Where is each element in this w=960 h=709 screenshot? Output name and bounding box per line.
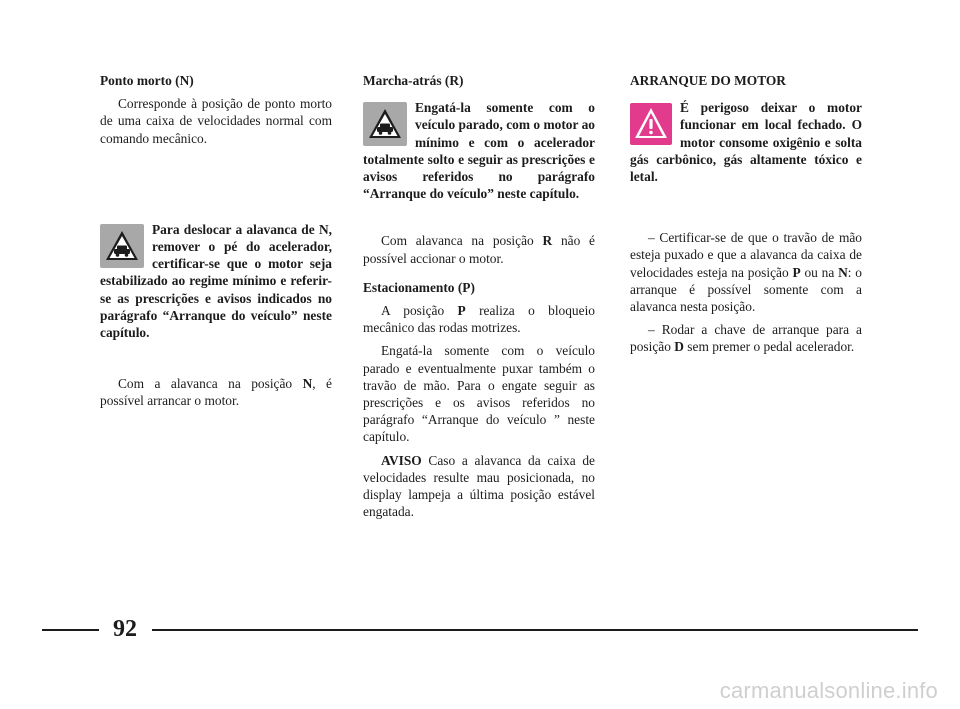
reverse-warning-text: Engatá-la somente com o veículo parado, com o motor ao mínimo e com o acelerador totalmente solto e seguir as prescrições e avisos referidos no parágrafo “Arranque do veículo” neste capítulo. xyxy=(363,100,595,202)
text-run: sem premer o pedal acelerador. xyxy=(683,339,855,355)
section-heading-park: Estacionamento (P) xyxy=(363,279,475,295)
text-run-bold: P xyxy=(457,303,466,319)
text-run: Com alavanca na posição xyxy=(381,233,543,249)
reverse-warning-block xyxy=(363,99,595,202)
spacer xyxy=(100,341,332,375)
text-run: realiza o bloqueio mecânico das rodas motrizes. xyxy=(363,303,595,336)
section-heading-neutral: Ponto morto (N) xyxy=(100,73,194,88)
column-left xyxy=(100,72,332,416)
park-engage-note: Engatá-la somente com o veículo parado e eventualmente puxar também o travão de mão. Para o engate seguir as prescrições e os avisos referidos no parágrafo “Arranque do veículo ” neste capítulo. xyxy=(363,343,595,445)
page-number: 92 xyxy=(113,616,137,642)
danger-warning-icon xyxy=(630,103,672,145)
text-run-bold: P xyxy=(792,264,801,280)
engine-start-warning-text: É perigoso deixar o motor funcionar em local fechado. O motor consome oxigênio e solta gás carbônico, gás altamente tóxico e letal. xyxy=(630,100,862,185)
text-run: não é possível accionar o motor. xyxy=(363,233,595,266)
spacer xyxy=(630,185,862,229)
text-run-bold: D xyxy=(674,339,684,355)
section-heading-engine-start: ARRANQUE DO MOTOR xyxy=(630,73,786,88)
park-description xyxy=(363,302,595,336)
engine-start-warning-block xyxy=(630,99,862,185)
car-warning-icon xyxy=(363,102,407,146)
text-run-bold: R xyxy=(542,233,553,249)
text-run: Caso a alavanca da caixa de velocidades resulte mau posicionada, no display lampeja a última posição estável engatada. xyxy=(363,452,595,520)
text-run: A posição xyxy=(381,303,458,319)
text-run-bold: AVISO xyxy=(381,452,422,468)
park-aviso-note xyxy=(363,452,595,521)
neutral-start-note xyxy=(100,375,332,409)
engine-start-step-1 xyxy=(630,229,862,315)
watermark-text: carmanualsonline.info xyxy=(719,678,938,703)
column-right xyxy=(630,72,862,362)
text-run-bold: N xyxy=(302,376,313,392)
text-run: Com a alavanca na posição xyxy=(118,376,303,392)
text-run: : o arranque é possível somente com a alavanca nesta posição. xyxy=(630,264,863,315)
footer-rule-right xyxy=(152,629,918,631)
text-run: , é possível arrancar o motor. xyxy=(100,376,332,409)
section-heading-reverse: Marcha-atrás (R) xyxy=(363,73,464,88)
neutral-warning-text: Para deslocar a alavanca de N, remover o pé do acelerador, certificar-se que o motor seja estabilizado ao regime mínimo e referir-se as prescrições e avisos indicados no parágrafo “Arranque do veículo” neste capítulo. xyxy=(100,221,332,341)
reverse-start-note xyxy=(363,232,595,266)
neutral-description: Corresponde à posição de ponto morto de uma caixa de velocidades normal com comando mecânico. xyxy=(100,96,332,146)
engine-start-step-2 xyxy=(630,321,862,355)
car-warning-icon xyxy=(100,224,144,268)
spacer xyxy=(363,202,595,232)
text-run: ou na xyxy=(800,264,839,280)
footer-rule-left xyxy=(42,629,99,631)
neutral-warning-block xyxy=(100,221,332,341)
text-run: – Rodar a chave de arranque para a posição xyxy=(630,322,862,355)
text-run-bold: N xyxy=(838,264,848,280)
spacer xyxy=(100,153,332,221)
text-run: – Certificar-se de que o travão de mão esteja puxado e que a alavanca da caixa de velocidades esteja na posição xyxy=(630,230,862,280)
column-middle xyxy=(363,72,595,526)
